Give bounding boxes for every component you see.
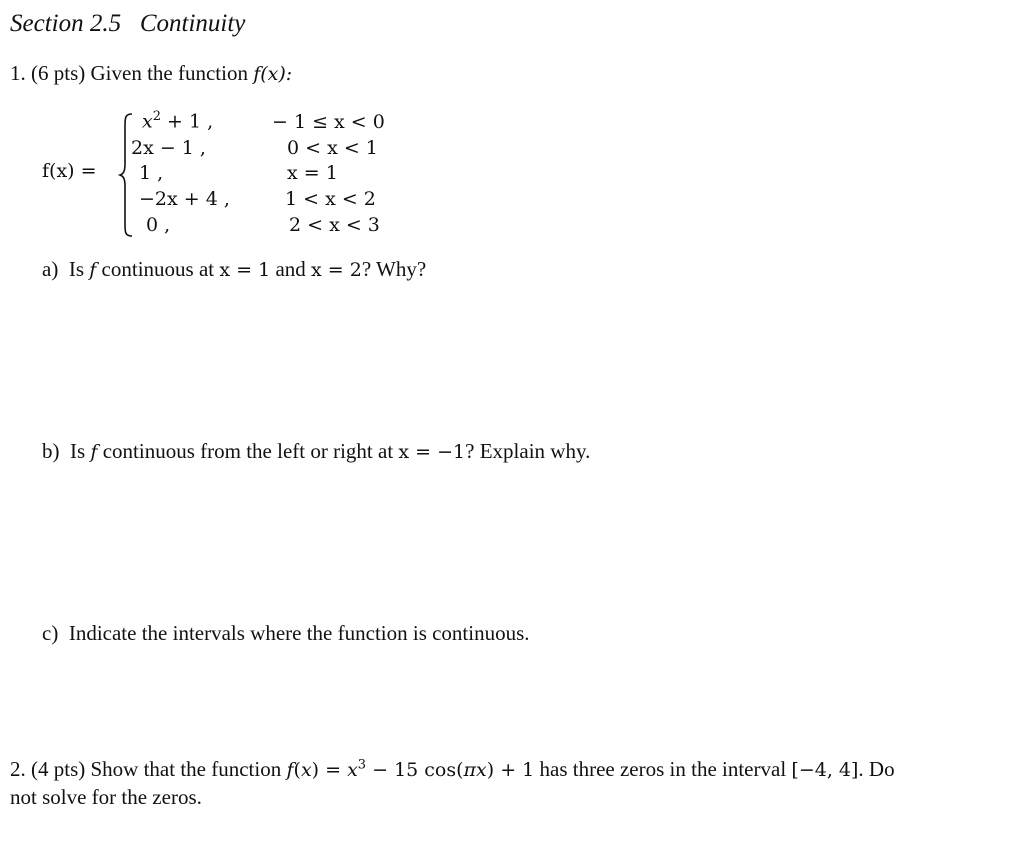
question-a (42, 257, 426, 282)
case-expr: $x^2 + 1$ , (142, 109, 214, 133)
math-f: f (89, 259, 97, 281)
case-expr: 1 , (139, 162, 164, 184)
text: and (275, 257, 306, 281)
problem1-header-math: f(x): (253, 63, 293, 85)
piecewise-lhs: f(x) = (42, 160, 97, 182)
text: continuous at (101, 257, 215, 281)
problem2-line1 (10, 757, 895, 782)
section-number: Section 2.5 (10, 10, 122, 37)
math-x: x = −1 (398, 441, 466, 463)
math-x2: x = 2 (311, 259, 362, 281)
question-a-label: a) (42, 257, 59, 281)
case-cond: 1 < x < 2 (285, 188, 376, 210)
text: 2. (4 pts) Show that the function (10, 757, 282, 781)
text: Indicate the intervals where the function is continuous. (68, 621, 530, 645)
section-heading (10, 10, 245, 38)
text: . Do (858, 757, 895, 781)
problem1-header (10, 61, 292, 86)
text: continuous from the left or right at (102, 439, 394, 463)
math-x1: x = 1 (219, 259, 271, 281)
question-b (42, 439, 590, 464)
case-expr: −2x + 4 , (139, 188, 230, 210)
problem2-math: $f(x) = x^3 - 15$ cos(πx) + 1 (286, 757, 535, 781)
text: Is (70, 439, 86, 463)
case-cond: − 1 ≤ x < 0 (272, 111, 385, 133)
problem2-line2: not solve for the zeros. (10, 785, 202, 809)
problem2-interval: [−4, 4] (791, 759, 859, 781)
case-cond: 2 < x < 3 (289, 214, 380, 236)
math-f: f (90, 441, 98, 463)
case-expr: 0 , (146, 214, 171, 236)
question-b-label: b) (42, 439, 60, 463)
case-expr: 2x − 1 , (131, 137, 206, 159)
text: ? Explain why. (465, 439, 591, 463)
section-title: Continuity (139, 10, 246, 37)
question-c-label: c) (42, 621, 59, 645)
text: has three zeros in the interval (539, 757, 787, 781)
case-cond: 0 < x < 1 (287, 137, 378, 159)
text: Is (68, 257, 84, 281)
problem1-header-text: 1. (6 pts) Given the function (10, 61, 248, 85)
text: ? Why? (361, 257, 427, 281)
case-cond: x = 1 (287, 162, 338, 184)
question-c (42, 621, 530, 646)
left-brace-icon (118, 112, 134, 238)
